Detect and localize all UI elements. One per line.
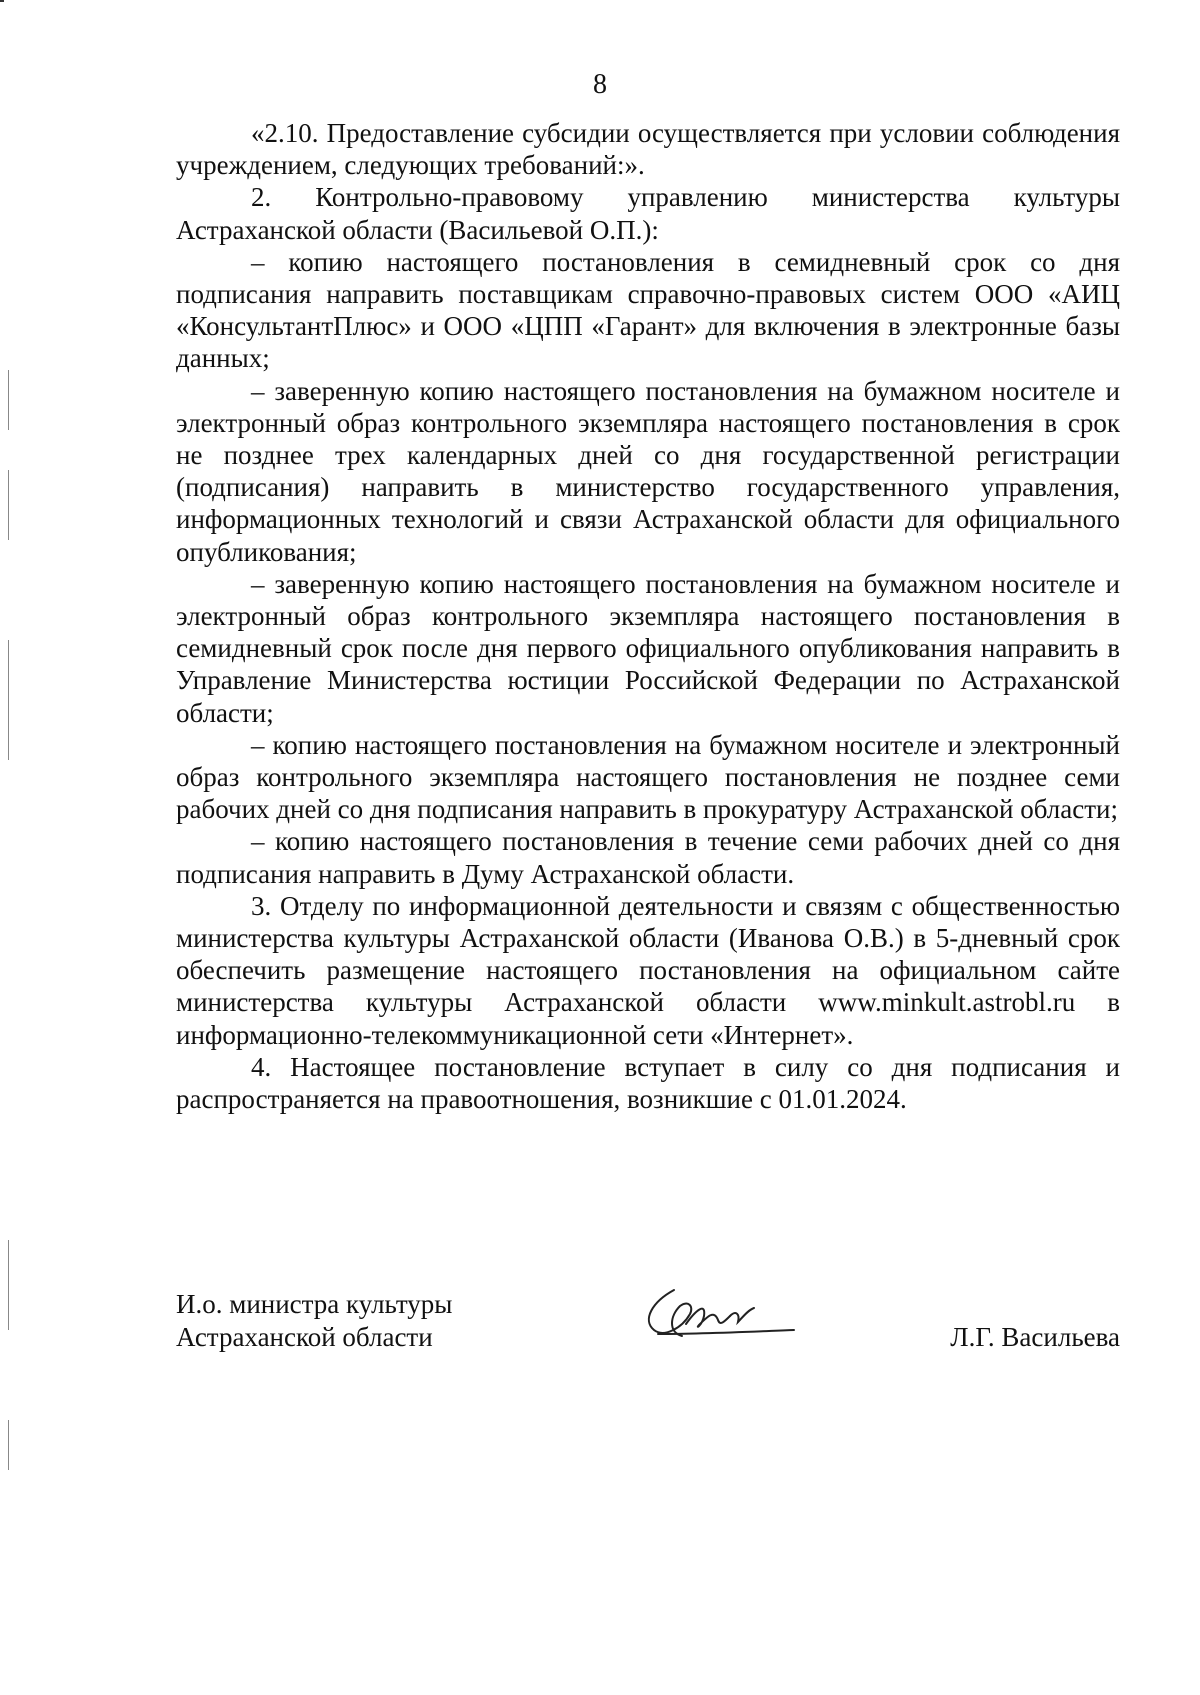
- page-number: 8: [593, 69, 607, 100]
- scan-edge-mark: [8, 370, 9, 430]
- paragraph-3: 3. Отделу по информационной деятельности и связям с общественностью министерства культуры Астраханской области (Иванова О.В.) в 5-дневный срок обеспечить размещение настоящего постановления на официальном сайте министерства культуры Астраханской области www.minkult.astrobl.ru в информационно-телекоммуникационной сети «Интернет».: [176, 890, 1120, 1050]
- paragraph-prosecutor: – копию настоящего постановления на бумажном носителе и электронный образ контрольного экземпляра настоящего постановления не позднее семи рабочих дней со дня подписания направить в прокуратуру Астраханской области;: [176, 729, 1120, 825]
- paragraph-2-10: «2.10. Предоставление субсидии осуществляется при условии соблюдения учреждением, следующих требований:».: [176, 118, 1120, 181]
- paragraph-2: 2. Контрольно-правовому управлению министерства культуры Астраханской области (Васильевой О.П.):: [176, 182, 1120, 245]
- signatory-title-line-2: Астраханской области: [176, 1322, 433, 1352]
- handwritten-signature: [634, 1280, 804, 1352]
- scan-edge-mark: [8, 1420, 9, 1470]
- paragraph-ministry-of-justice: – заверенную копию настоящего постановления на бумажном носителе и электронный образ контрольного экземпляра настоящего постановления в семидневный срок после дня первого официального опубликования направить в Управление Министерства юстиции Российской Федерации по Астраханской области;: [176, 568, 1120, 728]
- signatory-title-line-1: И.о. министра культуры: [176, 1289, 453, 1319]
- scan-edge-mark: [8, 640, 9, 760]
- signature-block: [176, 1288, 1120, 1378]
- scan-edge-mark: [8, 470, 9, 540]
- document-body: [176, 117, 1120, 1115]
- paragraph-4: 4. Настоящее постановление вступает в силу со дня подписания и распространяется на правоотношения, возникшие с 01.01.2024.: [176, 1051, 1120, 1115]
- scan-edge-mark: [8, 1240, 9, 1330]
- signatory-title: [176, 1288, 452, 1354]
- paragraph-legal-systems: – копию настоящего постановления в семидневный срок со дня подписания направить поставщикам справочно-правовых систем ООО «АИЦ «КонсультантПлюс» и ООО «ЦПП «Гарант» для включения в электронные базы данных;: [176, 246, 1120, 374]
- paragraph-duma: – копию настоящего постановления в течение семи рабочих дней со дня подписания направить в Думу Астраханской области.: [176, 826, 1120, 889]
- signatory-name: Л.Г. Васильева: [950, 1322, 1120, 1352]
- scan-edge-mark: [0, 0, 4, 2]
- paragraph-official-publication: – заверенную копию настоящего постановления на бумажном носителе и электронный образ контрольного экземпляра настоящего постановления в срок не позднее трех календарных дней со дня государственной регистрации (подписания) направить в министерство государственного управления, информационных технологий и связи Астраханской области для официального опубликования;: [176, 375, 1120, 567]
